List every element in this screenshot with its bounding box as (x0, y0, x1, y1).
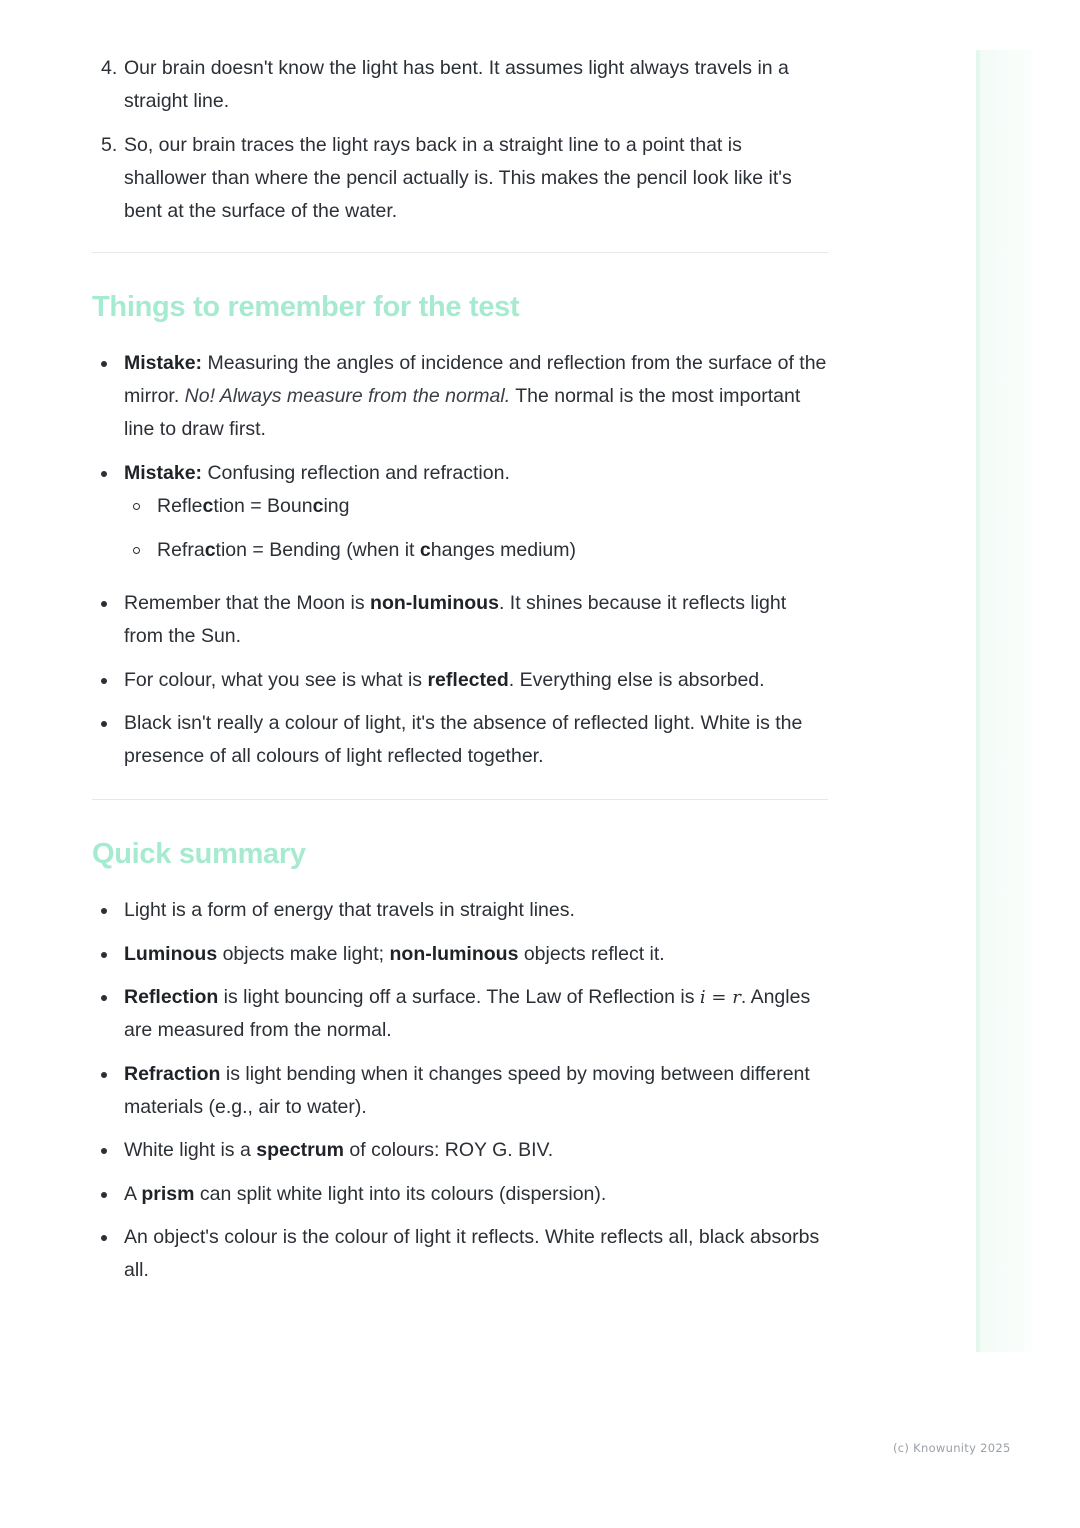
list-item: Luminous objects make light; non-luminous objects reflect it. (92, 938, 828, 971)
list-item (92, 457, 828, 577)
list-item: Refraction is light bending when it changes speed by moving between different materials (e.g., air to water). (92, 1058, 828, 1124)
list-item: A prism can split white light into its colours (dispersion). (92, 1178, 828, 1211)
step-text: So, our brain traces the light rays back in a straight line to a point that is shallower than where the pencil actually is. This makes the pencil look like it's bent at the surface of the water. (124, 134, 792, 222)
step-number: 5. (101, 134, 118, 156)
math-r: r (732, 987, 741, 1008)
numbered-steps (92, 52, 828, 228)
emphasis-text: No! Always measure from the normal. (184, 385, 511, 407)
section-title-test: Things to remember for the test (92, 291, 520, 323)
section-divider (92, 252, 828, 253)
list-item: An object's colour is the colour of light it reflects. White reflects all, black absorbs all. (92, 1221, 828, 1287)
mistake-label: Mistake: (124, 352, 203, 374)
list-item (92, 347, 828, 446)
tip-text: Measuring the angles of incidence and reflection from the surface of the mirror. (124, 352, 827, 407)
document-content (92, 52, 828, 1298)
step-number: 4. (101, 57, 118, 79)
list-item: Reflection is light bouncing off a surface. The Law of Reflection is i = r. Angles are measured from the normal. (92, 981, 828, 1047)
list-item: White light is a spectrum of colours: ROY G. BIV. (92, 1134, 828, 1167)
list-item: For colour, what you see is what is reflected. Everything else is absorbed. (92, 664, 828, 697)
summary-list (92, 894, 828, 1287)
sub-list-item: Refraction = Bending (when it changes medium) (124, 534, 828, 567)
copyright-text: (c) Knowunity 2025 (893, 1441, 1011, 1455)
sub-list-item: Reflection = Bouncing (124, 490, 828, 523)
list-item: Light is a form of energy that travels in straight lines. (92, 894, 828, 927)
sub-list (124, 490, 828, 567)
list-item (92, 129, 828, 228)
mistake-label: Mistake: (124, 461, 203, 484)
list-item: Remember that the Moon is non-luminous. It shines because it reflects light from the Sun. (92, 587, 828, 653)
tip-text: Confusing reflection and refraction. (202, 461, 510, 484)
list-item (92, 52, 828, 118)
tip-text: The normal is the most important line to draw first. (124, 385, 801, 440)
list-item: Black isn't really a colour of light, it's the absence of reflected light. White is the presence of all colours of light reflected together. (92, 707, 828, 773)
sidebar-strip (976, 50, 1032, 1352)
section-divider (92, 799, 828, 800)
step-text: Our brain doesn't know the light has bent. It assumes light always travels in a straight line. (124, 57, 789, 112)
test-tips-list (92, 347, 828, 773)
math-i: i (699, 987, 706, 1008)
section-title-summary: Quick summary (92, 838, 306, 870)
